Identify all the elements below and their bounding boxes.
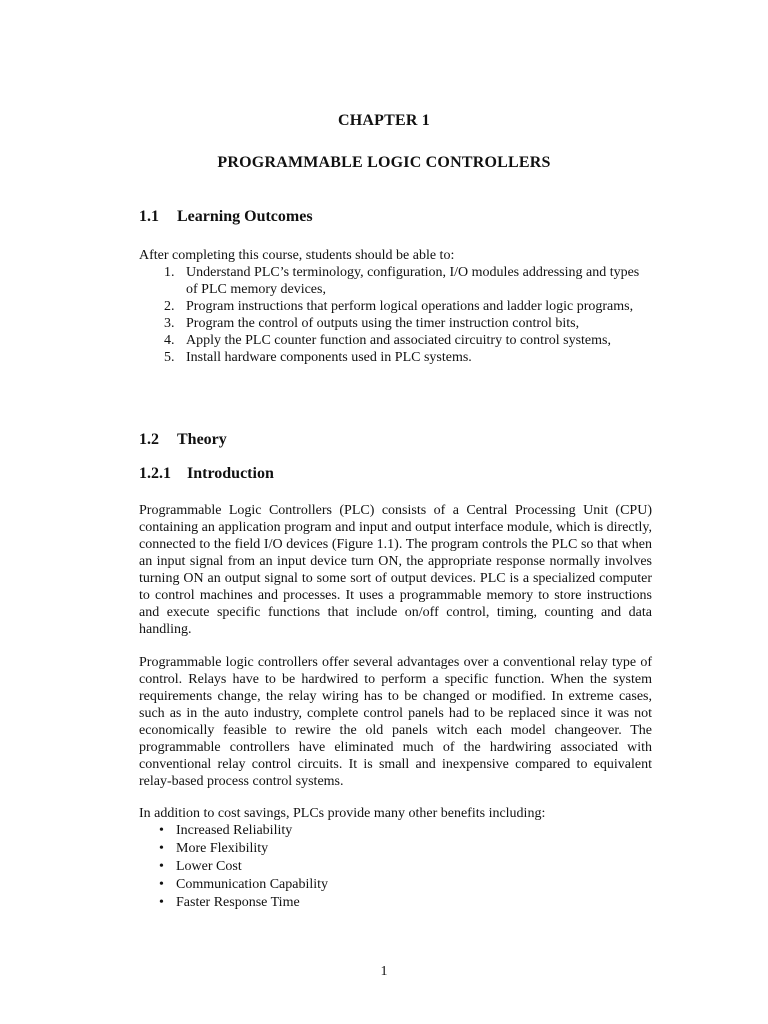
- bullet-icon: •: [159, 841, 164, 856]
- list-marker: 3.: [164, 316, 175, 331]
- section-title: Learning Outcomes: [177, 208, 313, 225]
- list-item: [139, 332, 652, 349]
- list-item-text: Program the control of outputs using the timer instruction control bits,: [186, 316, 580, 331]
- benefits-intro: In addition to cost savings, PLCs provide many other benefits including:: [139, 806, 546, 821]
- list-item: [139, 822, 328, 840]
- subsection-title: Introduction: [187, 465, 274, 482]
- list-item-text: Program instructions that perform logical operations and ladder logic programs,: [186, 299, 634, 314]
- section-heading-learning-outcomes: [139, 208, 313, 226]
- page-number: 1: [380, 964, 388, 979]
- benefits-list: [139, 822, 328, 912]
- list-item-text: Increased Reliability: [176, 823, 293, 838]
- list-item: [139, 876, 328, 894]
- list-marker: 2.: [164, 299, 175, 314]
- list-item-text: Faster Response Time: [176, 895, 300, 910]
- intro-paragraph-1: Programmable Logic Controllers (PLC) consists of a Central Processing Unit (CPU) containing an application program and input and output interface module, which is directly, connected to the field I/O devices (Figure 1.1). The program controls the PLC so that when an input signal from an input device turn ON, the appropriate response normally involves turning ON an output signal to some sort of output devices. PLC is a specialized computer to control machines and processes. It uses a programmable memory to store instructions and execute specific functions that include on/off control, timing, counting and data handling.: [139, 503, 652, 637]
- list-item-text: Apply the PLC counter function and associated circuitry to control systems,: [186, 333, 611, 348]
- outcomes-intro: After completing this course, students should be able to:: [139, 248, 455, 263]
- bullet-icon: •: [159, 823, 164, 838]
- list-item: [139, 264, 652, 298]
- subsection-heading-introduction: [139, 465, 274, 483]
- section-number: 1.1: [139, 208, 159, 225]
- list-marker: 1.: [164, 265, 175, 280]
- list-item-text: Communication Capability: [176, 877, 329, 892]
- list-item-text: Lower Cost: [176, 859, 242, 874]
- section-title: Theory: [177, 431, 227, 448]
- bullet-icon: •: [159, 859, 164, 874]
- list-item: [139, 894, 328, 912]
- chapter-label: CHAPTER 1: [337, 112, 431, 129]
- list-item: [139, 840, 328, 858]
- list-item: [139, 315, 652, 332]
- list-item: [139, 349, 652, 366]
- list-item-text: Install hardware components used in PLC systems.: [186, 350, 472, 365]
- section-heading-theory: [139, 431, 227, 449]
- bullet-icon: •: [159, 877, 164, 892]
- list-item: [139, 858, 328, 876]
- subsection-number: 1.2.1: [139, 465, 171, 482]
- list-item-text: More Flexibility: [176, 841, 269, 856]
- list-item: [139, 298, 652, 315]
- list-marker: 5.: [164, 350, 175, 365]
- list-marker: 4.: [164, 333, 175, 348]
- bullet-icon: •: [159, 895, 164, 910]
- intro-paragraph-2: Programmable logic controllers offer several advantages over a conventional relay type of control. Relays have to be hardwired to perform a specific function. When the system requirements change, the relay wiring has to be changed or modified. In extreme cases, such as in the auto industry, complete control panels had to be replaced since it was not economically feasible to rewire the old panels witch each model changeover. The programmable controllers have eliminated much of the hardwiring associated with conventional relay control circuits. It is small and inexpensive compared to equivalent relay-based process control systems.: [139, 655, 652, 789]
- list-item-text: Understand PLC’s terminology, configuration, I/O modules addressing and types of PLC memory devices,: [186, 265, 640, 297]
- chapter-title: PROGRAMMABLE LOGIC CONTROLLERS: [217, 154, 551, 171]
- outcomes-list: [139, 264, 652, 366]
- section-number: 1.2: [139, 431, 159, 448]
